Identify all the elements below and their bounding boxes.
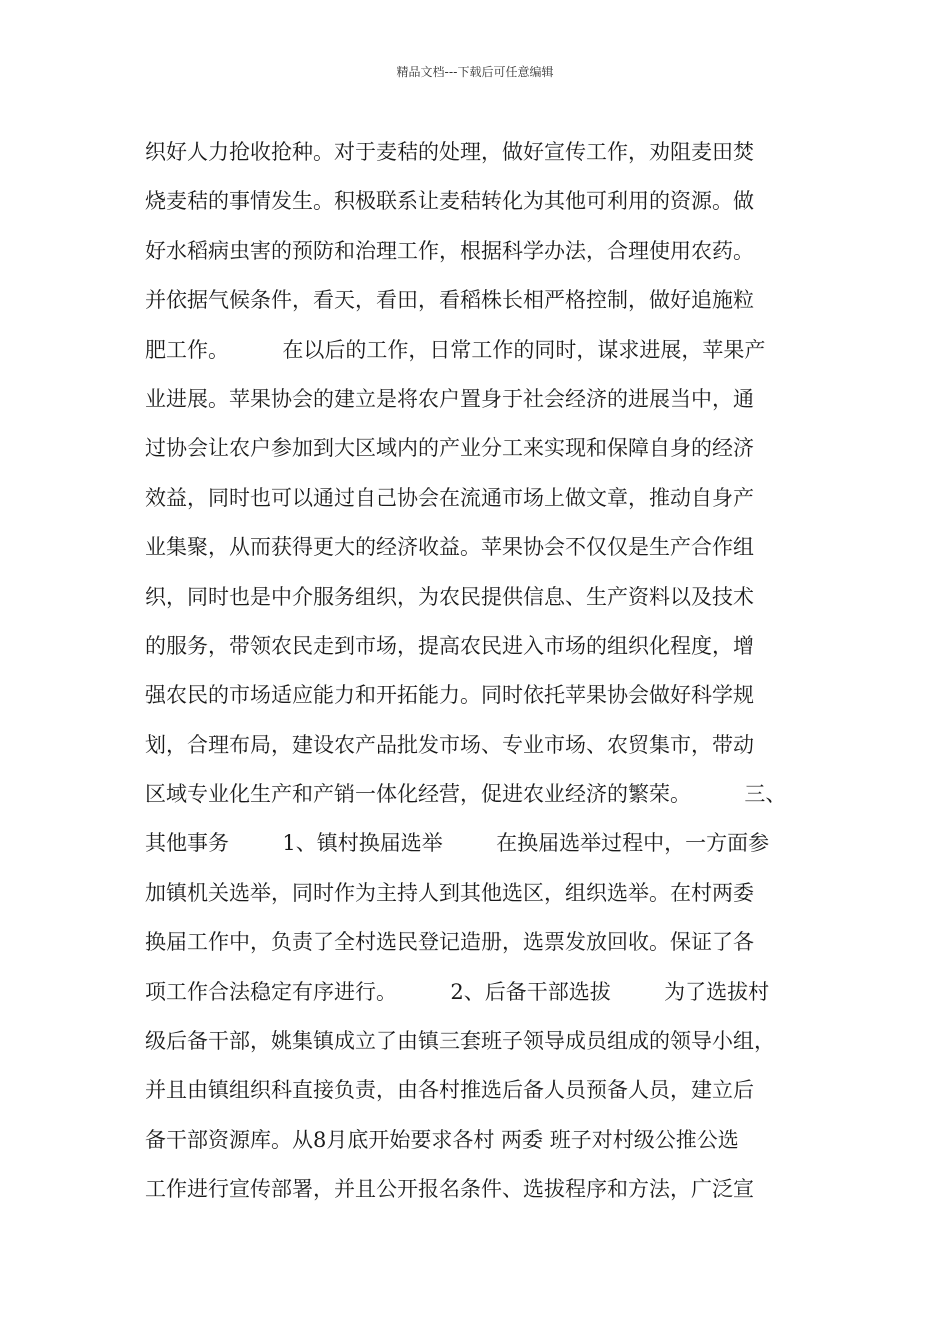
body-line: 工作进行宣传部署，并且公开报名条件、选拔程序和方法，广泛宣 — [145, 1177, 754, 1202]
page-header: 精品文档---下载后可任意编辑 — [396, 65, 554, 79]
body-line: 织，同时也是中介服务组织，为农民提供信息、生产资料以及技术 — [145, 584, 754, 609]
body-line: 强农民的市场适应能力和开拓能力。同时依托苹果协会做好科学规 — [145, 683, 754, 708]
body-line: 烧麦秸的事情发生。积极联系让麦秸转化为其他可利用的资源。做 — [145, 189, 754, 214]
body-line: 加镇机关选举，同时作为主持人到其他选区，组织选举。在村两委 — [145, 880, 754, 905]
body-line: 业集聚，从而获得更大的经济收益。苹果协会不仅仅是生产合作组 — [145, 535, 754, 560]
body-line: 换届工作中，负责了全村选民登记造册，选票发放回收。保证了各 — [145, 930, 754, 955]
body-line: 其他事务 1、镇村换届选举 在换届选举过程中，一方面参 — [145, 831, 770, 856]
document-body — [145, 128, 815, 1215]
body-line: 效益，同时也可以通过自己协会在流通市场上做文章，推动自身产 — [145, 485, 754, 510]
body-line: 并且由镇组织科直接负责，由各村推选后备人员预备人员，建立后 — [145, 1078, 754, 1103]
body-line: 备干部资源库。从8月底开始要求各村 两委 班子对村级公推公选 — [145, 1127, 739, 1152]
body-line: 的服务，带领农民走到市场，提高农民进入市场的组织化程度，增 — [145, 633, 754, 658]
body-line: 业进展。苹果协会的建立是将农户置身于社会经济的进展当中，通 — [145, 386, 754, 411]
body-line: 级后备干部，姚集镇成立了由镇三套班子领导成员组成的领导小组， — [145, 1029, 775, 1054]
body-line: 过协会让农户参加到大区域内的产业分工来实现和保障自身的经济 — [145, 436, 754, 461]
body-line: 肥工作。 在以后的工作，日常工作的同时，谋求进展，苹果产 — [145, 337, 766, 362]
body-line: 好水稻病虫害的预防和治理工作，根据科学办法，合理使用农药。 — [145, 238, 754, 263]
body-line: 项工作合法稳定有序进行。 2、后备干部选拔 为了选拔村 — [145, 979, 770, 1004]
body-line: 区域专业化生产和产销一体化经营，促进农业经济的繁荣。 三、 — [145, 782, 787, 807]
body-line: 并依据气候条件，看天，看田，看稻株长相严格控制，做好追施粒 — [145, 288, 754, 313]
body-line: 划，合理布局，建设农产品批发市场、专业市场、农贸集市，带动 — [145, 732, 754, 757]
body-line: 织好人力抢收抢种。对于麦秸的处理，做好宣传工作，劝阻麦田焚 — [145, 140, 754, 164]
